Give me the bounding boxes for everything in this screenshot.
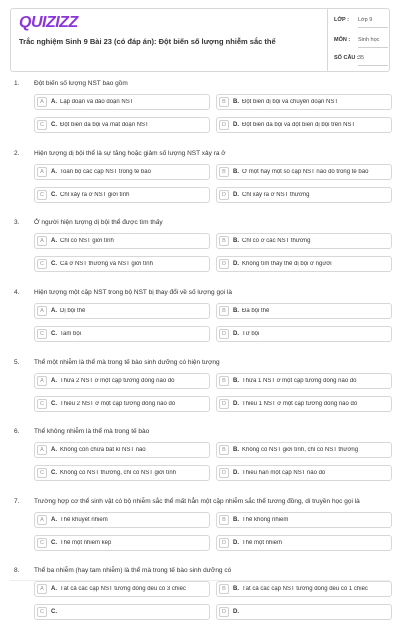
meta-class (328, 11, 392, 29)
option-checkbox[interactable]: B (219, 97, 229, 107)
question-text: Trường hợp cơ thể sinh vật có bộ nhiễm sắc thể mất hẳn một cặp nhiễm sắc thể tương đồng, di truyền học gọi là (34, 498, 360, 505)
option-checkbox[interactable]: A (37, 167, 47, 177)
option-checkbox[interactable]: A (37, 376, 47, 386)
answer-option-c[interactable] (34, 256, 210, 272)
question-text: Thể một nhiễm là thể mà trong tế bào sinh dưỡng có hiện tượng (34, 359, 220, 366)
option-checkbox[interactable]: A (37, 236, 47, 246)
answer-option-b[interactable] (216, 442, 392, 458)
option-checkbox[interactable]: C (37, 538, 47, 548)
meta-value: Sinh học (358, 37, 380, 43)
option-checkbox[interactable]: D (219, 607, 229, 617)
option-text: Chỉ xảy ra ở NST thường (242, 192, 310, 198)
option-text: Thể một nhiễm kép (60, 540, 112, 546)
option-text: Tam bội (60, 331, 82, 337)
option-checkbox[interactable]: D (219, 190, 229, 200)
answer-option-d[interactable] (216, 465, 392, 481)
answer-option-a[interactable] (34, 94, 210, 110)
option-checkbox[interactable]: B (219, 167, 229, 177)
option-letter: B. (233, 586, 239, 592)
meta-underline (358, 65, 388, 66)
option-checkbox[interactable]: C (37, 468, 47, 478)
answer-option-c[interactable] (34, 465, 210, 481)
option-checkbox[interactable]: B (219, 236, 229, 246)
option-checkbox[interactable]: B (219, 306, 229, 316)
option-checkbox[interactable]: C (37, 190, 47, 200)
answer-option-c[interactable] (34, 535, 210, 551)
worksheet-header (10, 8, 390, 72)
question-text: Ở người hiện tượng dị bội thể được tìm thấy (34, 219, 163, 226)
meta-question-count (328, 49, 392, 67)
option-text: Chỉ có NST giới tính (60, 238, 114, 244)
option-checkbox[interactable]: B (219, 445, 229, 455)
option-checkbox[interactable]: A (37, 445, 47, 455)
option-letter: A. (51, 308, 57, 314)
question-number: 7. (14, 498, 20, 505)
option-letter: D. (233, 401, 239, 407)
answer-option-a[interactable] (34, 373, 210, 389)
option-letter: C. (51, 401, 57, 407)
divider (10, 580, 390, 581)
option-checkbox[interactable]: D (219, 259, 229, 269)
option-text: Đột biến dị bội và chuyển đoạn NST (242, 99, 339, 105)
option-letter: C. (51, 261, 57, 267)
answer-option-a[interactable] (34, 442, 210, 458)
answer-option-b[interactable] (216, 233, 392, 249)
option-text: Tất cả các cặp NST tương đồng đều có 3 chiếc (60, 586, 186, 592)
question-text: Đột biến số lượng NST bao gồm (34, 80, 128, 87)
option-checkbox[interactable]: C (37, 399, 47, 409)
meta-underline (358, 27, 388, 28)
option-letter: C. (51, 609, 57, 615)
option-checkbox[interactable]: C (37, 607, 47, 617)
option-text: Không có NST giới tính, chỉ có NST thường (242, 447, 359, 453)
question-number: 2. (14, 150, 20, 157)
question-text: Thể ba nhiễm (hay tam nhiễm) là thể mà trong tế bào sinh dưỡng có (34, 567, 232, 574)
option-checkbox[interactable]: A (37, 97, 47, 107)
option-text: Thể khuyết nhiễm (60, 517, 108, 523)
option-text: Đột biến đa bội và mất đoạn NST (60, 122, 149, 128)
option-letter: D. (233, 470, 239, 476)
option-letter: D. (233, 261, 239, 267)
option-letter: D. (233, 192, 239, 198)
option-letter: B. (233, 99, 239, 105)
question-number: 8. (14, 567, 20, 574)
answer-option-b[interactable] (216, 512, 392, 528)
option-text: Chỉ có ở các NST thường (242, 238, 311, 244)
question-number: 3. (14, 219, 20, 226)
answer-option-d[interactable] (216, 326, 392, 342)
worksheet-title: Trắc nghiệm Sinh 9 Bài 23 (có đáp án): Đột biến số lượng nhiễm sắc thể (19, 37, 276, 46)
option-letter: B. (233, 169, 239, 175)
meta-subject (328, 31, 392, 49)
meta-panel (327, 9, 392, 71)
option-checkbox[interactable]: D (219, 468, 229, 478)
option-letter: B. (233, 378, 239, 384)
option-letter: C. (51, 540, 57, 546)
question-2 (0, 150, 400, 214)
option-letter: A. (51, 238, 57, 244)
answer-option-c[interactable] (34, 326, 210, 342)
answer-option-d[interactable] (216, 535, 392, 551)
option-text: Lặp đoạn và đảo đoạn NST (60, 99, 134, 105)
option-checkbox[interactable]: A (37, 515, 47, 525)
option-text: Không tìm thấy thể dị bội ở người (242, 261, 332, 267)
question-4 (0, 289, 400, 353)
option-checkbox[interactable]: D (219, 399, 229, 409)
option-letter: A. (51, 517, 57, 523)
question-text: Hiện tượng dị bội thể là sự tăng hoặc giảm số lượng NST xảy ra ở (34, 150, 226, 157)
option-checkbox[interactable]: C (37, 120, 47, 130)
option-letter: B. (233, 238, 239, 244)
answer-option-c[interactable] (34, 396, 210, 412)
option-checkbox[interactable]: D (219, 329, 229, 339)
answer-option-a[interactable] (34, 581, 210, 597)
question-number: 4. (14, 289, 20, 296)
option-text: Thể một nhiễm (242, 540, 283, 546)
quizizz-logo: QUIZIZZ (19, 14, 78, 31)
option-text: Thừa 2 NST ở một cặp tương đồng nào đó (60, 378, 175, 384)
answer-option-d[interactable] (216, 117, 392, 133)
question-5 (0, 359, 400, 423)
option-letter: C. (51, 470, 57, 476)
meta-key: MÔN : (334, 37, 351, 43)
option-text: Tứ bội (242, 331, 260, 337)
option-checkbox[interactable]: B (219, 376, 229, 386)
question-number: 1. (14, 80, 20, 87)
option-checkbox[interactable]: B (219, 584, 229, 594)
option-letter: B. (233, 308, 239, 314)
answer-option-a[interactable] (34, 512, 210, 528)
question-number: 6. (14, 428, 20, 435)
meta-underline (358, 47, 388, 48)
option-letter: D. (233, 331, 239, 337)
answer-option-a[interactable] (34, 164, 210, 180)
option-text: Thể không nhiễm (242, 517, 289, 523)
answer-option-b[interactable] (216, 303, 392, 319)
option-text: Thiếu 1 NST ở một cặp tương đồng nào đó (242, 401, 358, 407)
answer-option-d[interactable] (216, 396, 392, 412)
option-letter: C. (51, 122, 57, 128)
option-text: Tất cả các cặp NST tương đồng đều có 1 chiếc (242, 586, 368, 592)
option-checkbox[interactable]: D (219, 120, 229, 130)
option-letter: A. (51, 378, 57, 384)
answer-option-d[interactable] (216, 604, 392, 620)
option-letter: D. (233, 609, 239, 615)
answer-option-b[interactable] (216, 164, 392, 180)
option-letter: A. (51, 169, 57, 175)
option-text: Chỉ xảy ra ở NST giới tính (60, 192, 130, 198)
answer-option-c[interactable] (34, 187, 210, 203)
option-letter: D. (233, 540, 239, 546)
question-3 (0, 219, 400, 283)
option-text: Thừa 1 NST ở một cặp tương đồng nào đó (242, 378, 357, 384)
question-number: 5. (14, 359, 20, 366)
option-letter: C. (51, 192, 57, 198)
option-checkbox[interactable]: D (219, 538, 229, 548)
option-text: Toàn bộ các cặp NST trong tế bào (60, 169, 151, 175)
answer-option-b[interactable] (216, 581, 392, 597)
question-1 (0, 80, 400, 144)
option-letter: A. (51, 586, 57, 592)
option-text: Đột biến đa bội và đột biến dị bội trên NST (242, 122, 356, 128)
answer-option-b[interactable] (216, 94, 392, 110)
answer-option-a[interactable] (34, 233, 210, 249)
option-checkbox[interactable]: C (37, 259, 47, 269)
meta-key: LỚP : (334, 17, 349, 23)
answer-option-d[interactable] (216, 187, 392, 203)
option-text: Dị bội thể (60, 308, 86, 314)
meta-value: 35 (358, 55, 365, 61)
question-text: Thể không nhiễm là thể mà trong tế bào (34, 428, 150, 435)
option-checkbox[interactable]: A (37, 584, 47, 594)
question-7 (0, 498, 400, 562)
meta-value: Lớp 9 (358, 17, 373, 23)
option-checkbox[interactable]: B (219, 515, 229, 525)
option-letter: B. (233, 517, 239, 523)
option-text: Đa bội thể (242, 308, 270, 314)
option-text: Thiếu hẳn một cặp NST nào đó (242, 470, 326, 476)
option-letter: A. (51, 99, 57, 105)
option-text: Không còn chứa bất kì NST nào (60, 447, 146, 453)
question-text: Hiện tượng một cặp NST trong bộ NST bị thay đổi về số lượng gọi là (34, 289, 233, 296)
answer-option-c[interactable] (34, 117, 210, 133)
option-letter: C. (51, 331, 57, 337)
option-checkbox[interactable]: A (37, 306, 47, 316)
answer-option-d[interactable] (216, 256, 392, 272)
option-text: Cả ở NST thường và NST giới tính (60, 261, 153, 267)
option-text: Ở một hay một số cặp NST nào đó trong tế bào (242, 169, 369, 175)
option-text: Không có NST thường, chỉ có NST giới tính (60, 470, 177, 476)
answer-option-b[interactable] (216, 373, 392, 389)
meta-key: SỐ CÂU : (334, 55, 359, 61)
option-checkbox[interactable]: C (37, 329, 47, 339)
option-letter: B. (233, 447, 239, 453)
question-6 (0, 428, 400, 492)
answer-option-a[interactable] (34, 303, 210, 319)
question-8 (0, 567, 400, 631)
option-letter: D. (233, 122, 239, 128)
option-text: Thiếu 2 NST ở một cặp tương đồng nào đó (60, 401, 176, 407)
option-letter: A. (51, 447, 57, 453)
answer-option-c[interactable] (34, 604, 210, 620)
